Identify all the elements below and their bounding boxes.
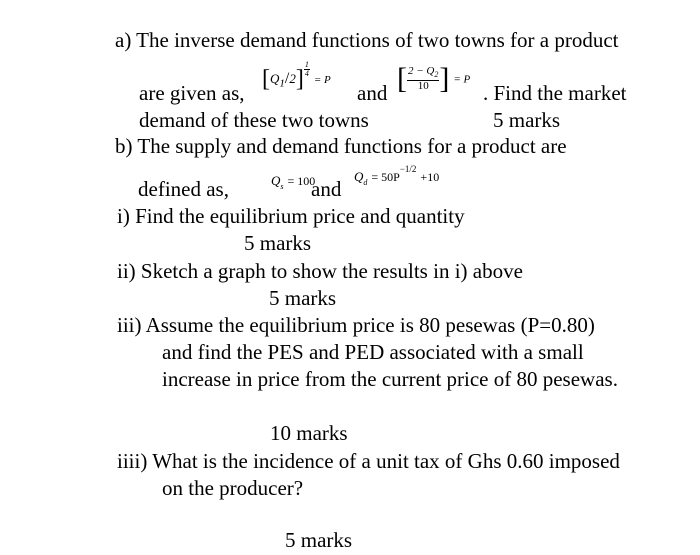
eq4-lhs: Q bbox=[354, 169, 364, 184]
eq4-mid: = 50P bbox=[371, 170, 400, 184]
question-iii-line-2: and find the PES and PED associated with a small bbox=[162, 340, 584, 364]
question-a-and: and bbox=[357, 81, 388, 105]
equation-demand bbox=[354, 164, 440, 188]
question-b-and: and bbox=[311, 177, 342, 201]
question-iiii-line-1: iiii) What is the incidence of a unit tax of Ghs 0.60 imposed bbox=[117, 449, 620, 473]
question-iii-line-1: iii) Assume the equilibrium price is 80 pesewas (P=0.80) bbox=[117, 313, 595, 337]
question-a-line-2-prefix: are given as, bbox=[139, 81, 245, 105]
question-ii-line-1: ii) Sketch a graph to show the results in i) above bbox=[117, 259, 523, 283]
question-a-line-1: a) The inverse demand functions of two towns for a product bbox=[115, 28, 619, 52]
equation-supply bbox=[271, 172, 315, 191]
question-a-marks: 5 marks bbox=[493, 108, 561, 132]
eq1-exp-den: 4 bbox=[304, 69, 309, 78]
question-ii-marks: 5 marks bbox=[269, 286, 337, 310]
eq1-q: Q bbox=[270, 71, 280, 87]
eq4-sub: d bbox=[363, 178, 368, 188]
question-a-line-3: demand of these two towns bbox=[139, 108, 369, 132]
eq1-rhs: = P bbox=[313, 74, 331, 87]
eq4-exp: −1/2 bbox=[399, 164, 417, 174]
eq2-sub: 2 bbox=[434, 70, 439, 80]
eq2-den: 10 bbox=[417, 80, 429, 93]
eq1-div: 2 bbox=[289, 71, 296, 87]
eq1-exp-num: 1 bbox=[304, 60, 309, 69]
question-iii-line-3: increase in price from the current price of 80 pesewas. bbox=[162, 367, 618, 391]
eq3-rhs: = 100 bbox=[287, 174, 316, 188]
equation-inverse-demand-town-1: $[Q_1/2]$ $\frac{1}{4}$ = P bbox=[262, 60, 331, 92]
eq4-tail: +10 bbox=[420, 170, 440, 184]
question-i-line-1: i) Find the equilibrium price and quantity bbox=[117, 204, 465, 228]
eq2-num: 2 − Q bbox=[408, 64, 435, 77]
cut-off-previous-line bbox=[0, 0, 700, 2]
question-iiii-marks: 5 marks bbox=[285, 528, 353, 552]
eq3-sub: s bbox=[280, 182, 284, 192]
eq2-rhs: = P bbox=[453, 73, 471, 86]
equation-inverse-demand-town-2: [ $\frac{2 - Q_2}{10}$ ] = P bbox=[397, 62, 471, 95]
question-iiii-line-2: on the producer? bbox=[162, 476, 304, 500]
question-a-line-2-suffix: . Find the market bbox=[483, 81, 627, 105]
question-iii-marks: 10 marks bbox=[270, 421, 348, 445]
question-b-line-1: b) The supply and demand functions for a product are bbox=[115, 134, 567, 158]
eq3-lhs: Q bbox=[271, 173, 281, 188]
question-i-marks: 5 marks bbox=[244, 231, 312, 255]
eq1-sub: 1 bbox=[279, 77, 285, 90]
question-b-line-2-prefix: defined as, bbox=[138, 177, 229, 201]
